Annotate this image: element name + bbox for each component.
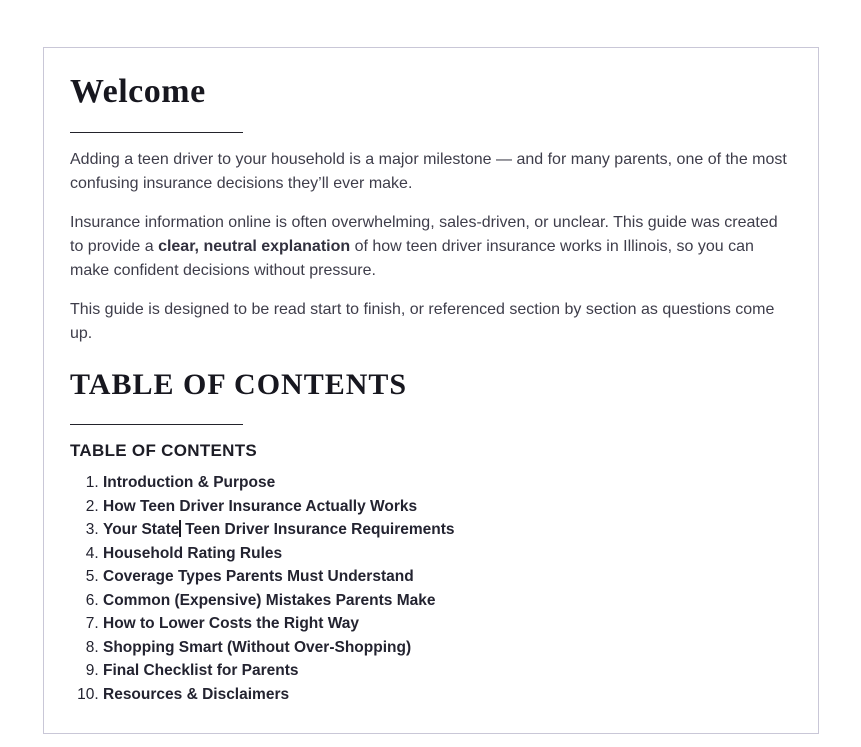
welcome-heading[interactable]: Welcome xyxy=(70,73,206,110)
toc-item-label: How Teen Driver Insurance Actually Works xyxy=(103,497,418,515)
welcome-heading-divider xyxy=(70,132,243,133)
intro-paragraph-1[interactable]: Adding a teen driver to your household is a major milestone — and for many parents, one of the most confusing insurance decisions they’ll ever make. xyxy=(70,151,787,193)
toc-item-label-before-cursor: Your State xyxy=(103,521,180,539)
document-page xyxy=(43,47,819,734)
toc-item-9[interactable] xyxy=(103,660,790,682)
toc-item-label: Common (Expensive) Mistakes Parents Make xyxy=(103,591,436,609)
toc-item-3[interactable] xyxy=(103,519,790,541)
toc-list xyxy=(70,472,790,706)
toc-item-4[interactable] xyxy=(103,543,790,565)
toc-heading-divider xyxy=(70,424,243,425)
toc-item-8[interactable] xyxy=(103,637,790,659)
toc-item-6[interactable] xyxy=(103,590,790,612)
toc-subheading[interactable]: TABLE OF CONTENTS xyxy=(70,441,258,461)
toc-item-label: How to Lower Costs the Right Way xyxy=(103,615,360,633)
toc-item-label: Coverage Types Parents Must Understand xyxy=(103,568,414,586)
toc-item-label: Shopping Smart (Without Over-Shopping) xyxy=(103,638,412,656)
toc-item-label-after-cursor: Teen Driver Insurance Requirements xyxy=(180,521,455,539)
toc-item-label: Introduction & Purpose xyxy=(103,474,276,492)
toc-section-heading[interactable]: TABLE OF CONTENTS xyxy=(70,368,408,402)
toc-item-1[interactable] xyxy=(103,472,790,494)
toc-item-5[interactable] xyxy=(103,566,790,588)
paragraph-text-after-bold: of how teen driver insurance works in Illinois, so you can make confident decisions without pressure. xyxy=(70,238,754,280)
toc-item-10[interactable] xyxy=(103,684,790,706)
intro-paragraph-2[interactable] xyxy=(70,211,790,283)
intro-paragraph-3[interactable]: This guide is designed to be read start to finish, or referenced section by section as questions come up. xyxy=(70,301,775,343)
toc-item-label: Final Checklist for Parents xyxy=(103,662,299,680)
bold-phrase: clear, neutral explanation xyxy=(158,238,351,256)
toc-item-2[interactable] xyxy=(103,496,790,518)
paragraph-text-before-bold: Insurance information online is often overwhelming, sales-driven, or unclear. This guide was created to provide a xyxy=(70,214,778,256)
toc-item-label: Household Rating Rules xyxy=(103,544,283,562)
toc-item-label: Resources & Disclaimers xyxy=(103,685,290,703)
toc-item-7[interactable] xyxy=(103,613,790,635)
